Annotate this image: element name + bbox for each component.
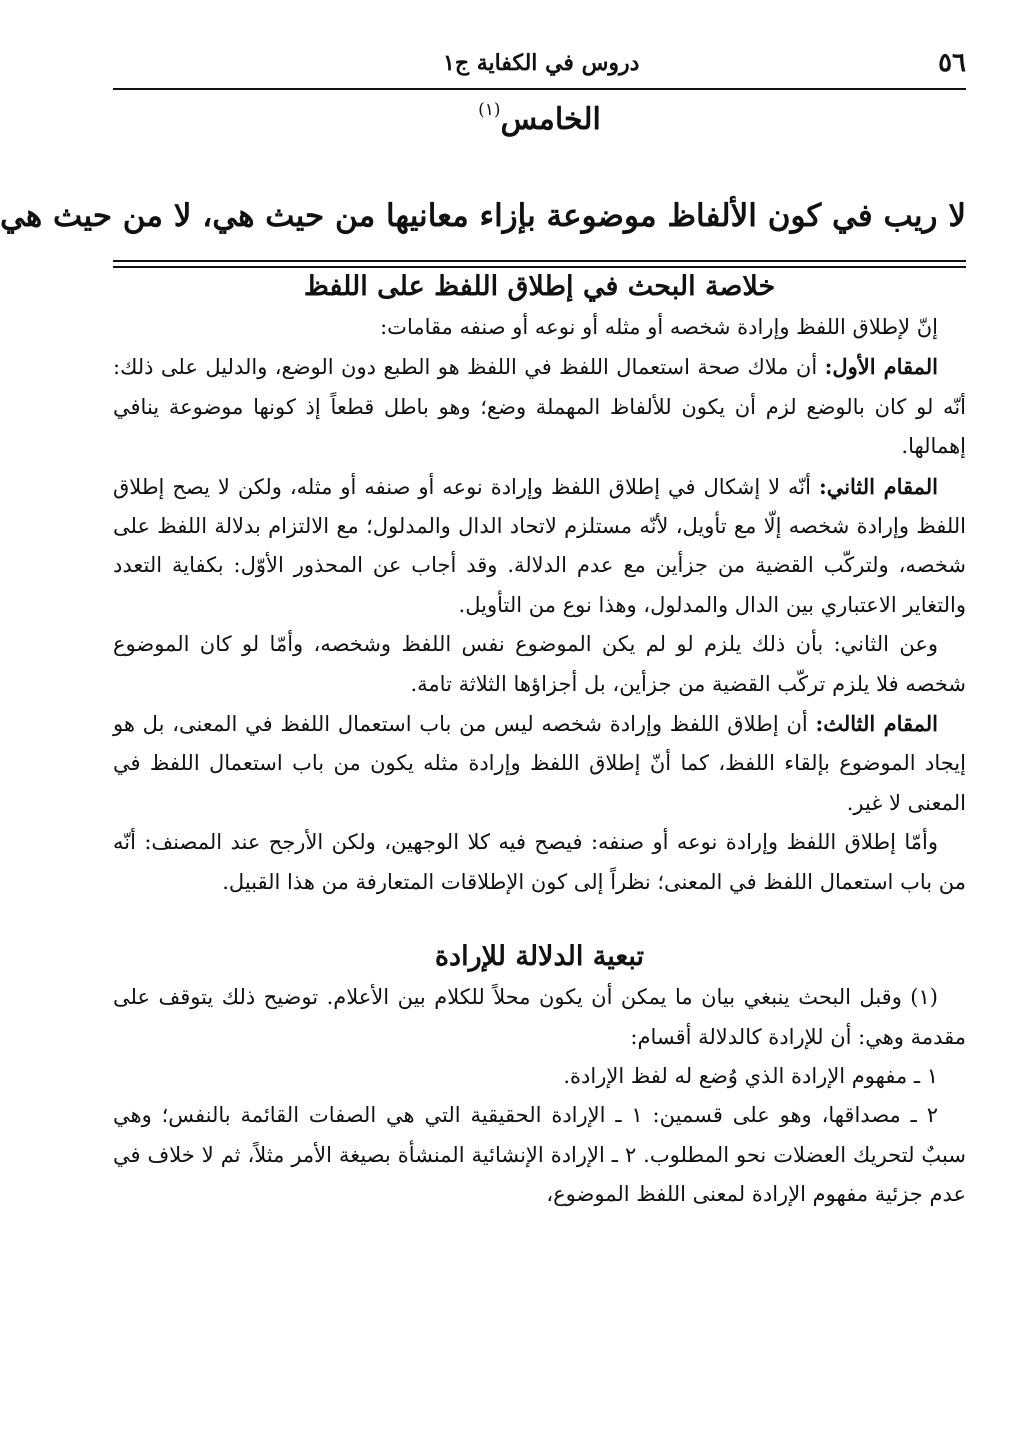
page-body bbox=[113, 266, 966, 1215]
second-station-text: أنّه لا إشكال في إطلاق اللفظ وإرادة نوعه أو صنفه أو مثله، ولكن لا يصح إطلاق اللفظ وإرادة شخصه إلّا مع تأويل، لأنّه مستلزم لاتحاد الدال والمدلول؛ مع الالتزام بدلالة اللفظ على شخصه، ولتركّب القضية من جزأين مع عدم الدلالة. وقد أجاب عن المحذور الأوّل: بكفاية التعدد والتغاير الاعتباري بين الدال والمدلول، وهذا نوع من التأويل. bbox=[113, 474, 966, 617]
second-station-label: المقام الثاني: bbox=[818, 473, 938, 499]
third-station-text: أن إطلاق اللفظ وإرادة شخصه ليس من باب استعمال اللفظ في المعنى، بل هو إيجاد الموضوع بإلقاء اللفظ، كما أنّ إطلاق اللفظ وإرادة مثله يكون من باب استعمال اللفظ في المعنى لا غير. bbox=[113, 712, 966, 815]
maxim-text: لا ريب في كون الألفاظ موضوعة بإزاء معانيها من حيث هي، لا من حيث هي bbox=[0, 198, 966, 234]
third-station-label: المقام الثالث: bbox=[815, 711, 939, 737]
header-rule bbox=[113, 88, 966, 90]
first-station-label: المقام الأول: bbox=[824, 354, 939, 380]
page-number: ٥٦ bbox=[938, 48, 966, 78]
section-title bbox=[45, 100, 1034, 137]
footnote-section bbox=[113, 936, 966, 1214]
footnote-para-2: ١ ـ مفهوم الإرادة الذي وُضع له لفظ الإرادة. bbox=[563, 1063, 938, 1088]
footnote-heading: تبعية الدلالة للإرادة bbox=[434, 941, 645, 973]
second-station-reply: وعن الثاني: بأن ذلك يلزم لو لم يكن الموضوع نفس اللفظ وشخصه، وأمّا لو كان الموضوع شخصه فلا يلزم تركّب القضية من جزأين، بل أجزاؤها الثلاثة تامة. bbox=[113, 632, 966, 696]
section-title-text: الخامس bbox=[500, 102, 601, 137]
running-title: دروس في الكفاية ج١ bbox=[443, 50, 640, 76]
first-station-text: أن ملاك صحة استعمال اللفظ في اللفظ هو الطبع دون الوضع، والدليل على ذلك: أنّه لو كان بالوضع لزم أن يكون للألفاظ المهملة وضع؛ وهو باطل قطعاً إذ كونها موضوعة ينافي إهمالها. bbox=[113, 355, 966, 459]
footnote-para-3: ٢ ـ مصداقها، وهو على قسمين: ١ ـ الإرادة الحقيقية التي هي الصفات القائمة بالنفس؛ وهي سببٌ لتحريك العضلات نحو المطلوب. ٢ ـ الإرادة الإنشائية المنشأة بصيغة الأمر مثلاً، ثم لا خلاف في عدم جزئية مفهوم الإرادة لمعنى اللفظ الموضوع، bbox=[113, 1103, 966, 1207]
second-station bbox=[113, 467, 966, 626]
third-station bbox=[113, 704, 966, 823]
maxim-rule-top bbox=[113, 260, 966, 262]
summary-intro: إنّ لإطلاق اللفظ وإرادة شخصه أو مثله أو نوعه أو صنفه مقامات: bbox=[380, 315, 938, 339]
footnote-ref: (١) bbox=[478, 100, 501, 120]
page-header bbox=[113, 40, 966, 86]
footnote-para-1: (١) وقبل البحث ينبغي بيان ما يمكن أن يكون محلاً للكلام بين الأعلام. توضيح ذلك يتوقف على مقدمة وهي: أن للإرادة كالدلالة أقسام: bbox=[113, 985, 966, 1049]
summary-conclusion: وأمّا إطلاق اللفظ وإرادة نوعه أو صنفه: فيصح فيه كلا الوجهين، ولكن الأرجح عند المصنف: أنّه من باب استعمال اللفظ في المعنى؛ نظراً إلى كون الإطلاقات المتعارفة من هذا القبيل. bbox=[113, 830, 966, 894]
first-station bbox=[113, 347, 966, 466]
summary-heading: خلاصة البحث في إطلاق اللفظ على اللفظ bbox=[303, 271, 776, 302]
